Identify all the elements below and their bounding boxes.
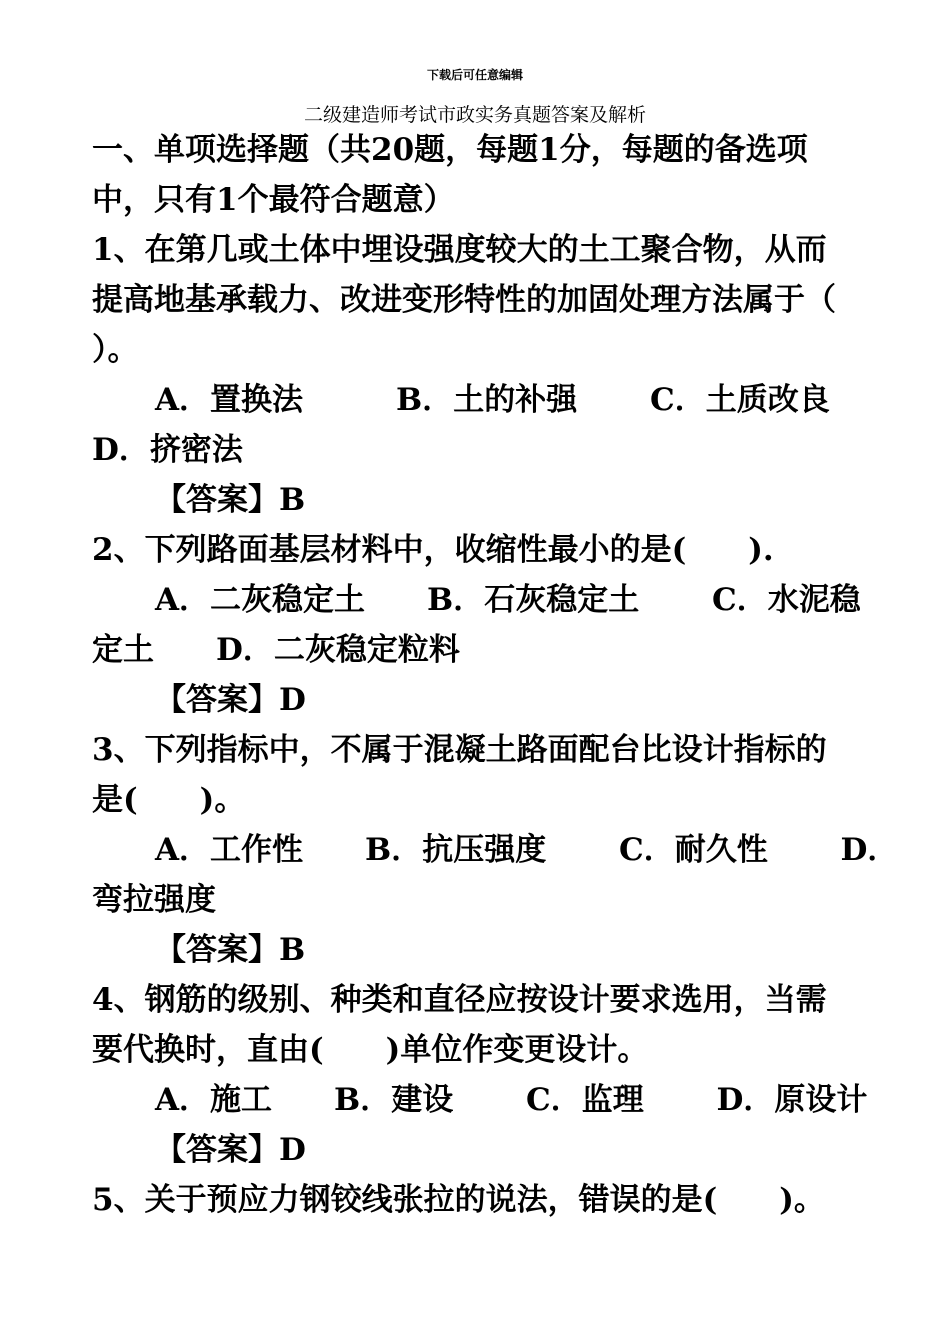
section-heading-line: 中，只有1个最符合题意） (92, 182, 455, 218)
question-stem-line: 提高地基承载力、改进变形特性的加固处理方法属于（ (92, 282, 836, 318)
question-4-stem (92, 975, 862, 1075)
question-options-line: A．置换法 B．土的补强 C．土质改良 (155, 382, 830, 418)
question-options-line: A．施工 B．建设 C．监理 D．原设计 (155, 1082, 868, 1118)
question-options-line: D．挤密法 (92, 432, 243, 468)
question-1-options-cont (92, 425, 862, 475)
question-3-stem (92, 725, 862, 825)
question-1-stem (92, 225, 862, 375)
question-options-line: A．工作性 B．抗压强度 C．耐久性 D． (155, 832, 899, 868)
question-stem-line: 5、关于预应力钢铰线张拉的说法，错误的是( )。 (92, 1182, 825, 1218)
answer-label: 【答案】B (155, 932, 306, 968)
question-2-answer (155, 675, 925, 725)
question-options-line: 弯拉强度 (92, 882, 216, 918)
question-1-options (155, 375, 925, 425)
question-stem-line: 是( )。 (92, 782, 246, 818)
question-stem-line: 3、下列指标中，不属于混凝土路面配台比设计指标的 (92, 732, 827, 768)
question-2-options (155, 575, 925, 625)
question-1-answer (155, 475, 925, 525)
question-options-line: 定土 D．二灰稳定粒料 (92, 632, 460, 668)
question-options-line: A．二灰稳定土 B．石灰稳定土 C．水泥稳 (155, 582, 861, 618)
question-3-options (155, 825, 925, 875)
section-heading-line: 一、单项选择题（共20题，每题1分，每题的备选项 (92, 132, 808, 168)
download-note: 下载后可任意编辑 (426, 68, 523, 82)
question-stem-line: 4、钢筋的级别、种类和直径应按设计要求选用，当需 (92, 982, 827, 1018)
question-3-answer (155, 925, 925, 975)
answer-label: 【答案】B (155, 482, 306, 518)
question-stem-line: 要代换时，直由( )单位作变更设计。 (92, 1032, 649, 1068)
question-2-options-cont (92, 625, 862, 675)
question-3-options-cont (92, 875, 862, 925)
answer-label: 【答案】D (155, 1132, 306, 1168)
question-2-stem (92, 525, 862, 575)
question-5-stem (92, 1175, 862, 1225)
question-4-options (155, 1075, 925, 1125)
answer-label: 【答案】D (155, 682, 306, 718)
document-title: 二级建造师考试市政实务真题答案及解析 (303, 104, 646, 126)
question-stem-line: ）。 (92, 332, 139, 368)
question-4-answer (155, 1125, 925, 1175)
question-stem-line: 2、下列路面基层材料中，收缩性最小的是( ). (92, 532, 774, 568)
question-stem-line: 1、在第几或土体中埋设强度较大的土工聚合物，从而 (92, 232, 827, 268)
section-heading (92, 125, 862, 225)
